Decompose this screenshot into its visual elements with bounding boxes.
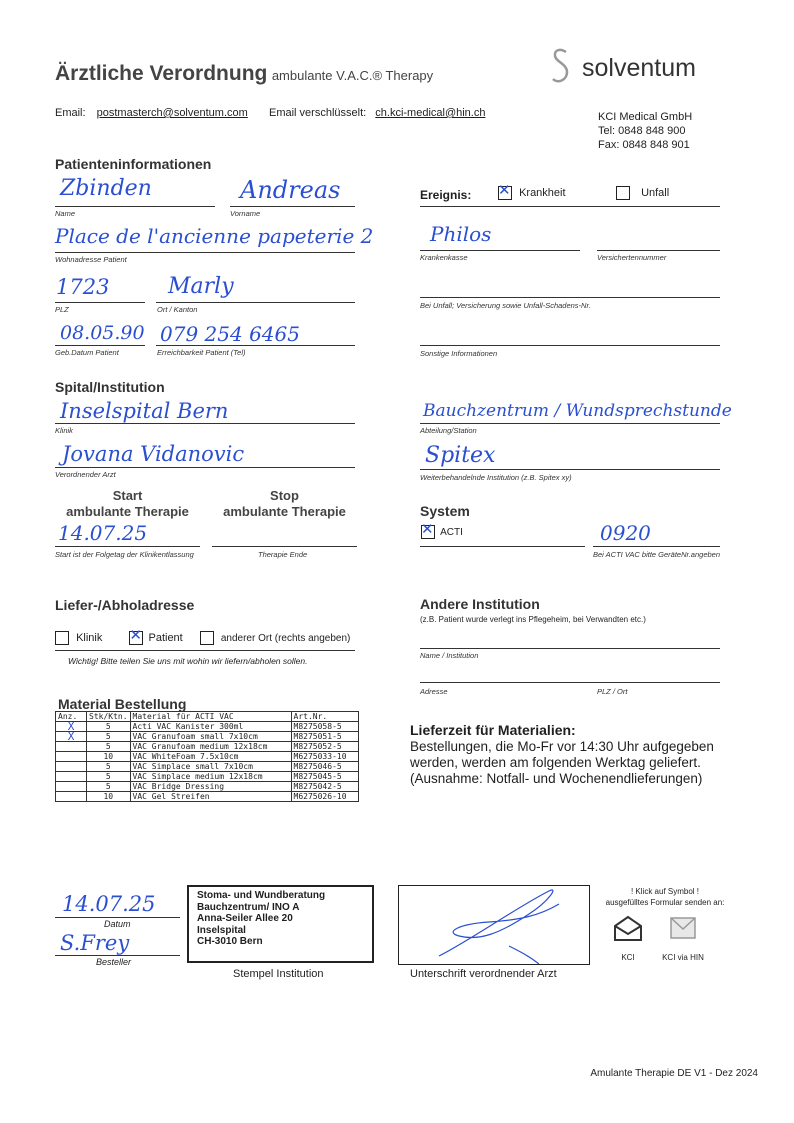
patient-address-value[interactable]: Place de l'ancienne papeterie 2 [55, 224, 374, 248]
material-table [55, 711, 359, 802]
material-pack-cell: 10 [87, 792, 131, 802]
material-artnr-cell: M8275042-5 [291, 782, 358, 792]
abteilung-label: Abteilung/Station [420, 426, 477, 435]
material-row [56, 742, 359, 752]
arzt-label: Verordnender Arzt [55, 470, 116, 479]
material-row [56, 722, 359, 732]
krankheit-option[interactable] [498, 186, 566, 200]
start-date-value[interactable]: 14.07.25 [58, 521, 148, 545]
hin-envelope-icon[interactable] [668, 914, 698, 942]
email-row [55, 107, 248, 119]
krankenkasse-label: Krankenkasse [420, 253, 468, 262]
krankheit-label: Krankheit [519, 186, 566, 199]
material-row [56, 762, 359, 772]
stamp-line: Anna-Seiler Allee 20 [197, 913, 293, 924]
andere-section-title: Andere Institution [420, 596, 540, 612]
patient-name-value[interactable]: Zbinden [60, 176, 152, 201]
col-artnr: Art.Nr. [291, 712, 358, 722]
unfall-label: Unfall [641, 186, 670, 199]
versicherten-label: Versichertennummer [597, 253, 667, 262]
doctor-signature [399, 886, 589, 964]
geraet-label: Bei ACTI VAC bitte GeräteNr.angeben [593, 550, 721, 559]
unfall-info-label: Bei Unfall; Versicherung sowie Unfall-Schadens-Nr. [420, 301, 591, 310]
material-pack-cell: 5 [87, 782, 131, 792]
unfall-option[interactable] [616, 186, 669, 200]
patient-tel-value[interactable]: 079 254 6465 [160, 322, 300, 346]
datum-value[interactable]: 14.07.25 [62, 892, 156, 916]
material-artnr-cell: M8275046-5 [291, 762, 358, 772]
material-qty-cell[interactable]: X [56, 732, 87, 742]
material-name-cell: VAC Simplace small 7x10cm [130, 762, 291, 772]
acti-option[interactable] [421, 525, 463, 539]
acti-checkbox[interactable] [421, 525, 435, 539]
material-name-cell: VAC Gel Streifen [130, 792, 291, 802]
material-pack-cell: 5 [87, 742, 131, 752]
material-qty-cell[interactable] [56, 792, 87, 802]
liefer-anderer-option[interactable] [200, 632, 351, 644]
klinik-label: Klinik [55, 426, 73, 435]
material-name-cell: VAC Bridge Dressing [130, 782, 291, 792]
send-hint: ! Klick auf Symbol ! ausgefülltes Formular senden an: [605, 887, 725, 907]
col-material: Material für ACTI VAC [130, 712, 291, 722]
stamp-box [187, 885, 374, 963]
patient-vorname-value[interactable]: Andreas [240, 176, 341, 204]
material-qty-cell[interactable] [56, 742, 87, 752]
unfall-checkbox[interactable] [616, 186, 630, 200]
ereignis-label: Ereignis: [420, 188, 472, 202]
material-qty-cell[interactable] [56, 772, 87, 782]
liefer-section-title: Liefer-/Abholadresse [55, 597, 195, 613]
liefer-patient-label: Patient [148, 631, 183, 644]
material-pack-cell: 5 [87, 772, 131, 782]
form-version: Amulante Therapie DE V1 - Dez 2024 [590, 1068, 758, 1079]
solventum-logo-icon [546, 46, 576, 90]
liefer-klinik-checkbox[interactable] [55, 631, 69, 645]
patient-section-title: Patienteninformationen [55, 156, 212, 172]
spital-section-title: Spital/Institution [55, 379, 165, 395]
start-date-label: Start ist der Folgetag der Klinikentlassung [55, 550, 194, 559]
krankheit-checkbox[interactable] [498, 186, 512, 200]
stamp-line: Inselspital [197, 924, 246, 936]
start-title: Start ambulante Therapie [66, 488, 189, 519]
envelope-icon[interactable] [612, 914, 644, 942]
material-row [56, 752, 359, 762]
material-pack-cell: 5 [87, 762, 131, 772]
patient-plz-label: PLZ [55, 305, 69, 314]
patient-address-label: Wohnadresse Patient [55, 255, 127, 264]
arzt-value[interactable]: Jovana Vidanovic [62, 442, 245, 466]
material-artnr-cell: M8275051-5 [291, 732, 358, 742]
title-main: Ärztliche Verordnung [55, 62, 268, 85]
material-artnr-cell: M8275045-5 [291, 772, 358, 782]
liefer-note: Wichtig! Bitte teilen Sie uns mit wohin wir liefern/abholen sollen. [68, 656, 308, 666]
brand-name: solventum [582, 53, 696, 82]
form-title [55, 62, 433, 86]
patient-ort-value[interactable]: Marly [168, 274, 234, 299]
klinik-value[interactable]: Inselspital Bern [60, 399, 229, 423]
send-kci-button[interactable] [610, 914, 646, 962]
material-row [56, 792, 359, 802]
company-block [598, 110, 692, 152]
stop-title: Stop ambulante Therapie [223, 488, 346, 519]
material-row [56, 732, 359, 742]
sonstige-label: Sonstige Informationen [420, 349, 498, 358]
lieferzeit-block [410, 722, 740, 787]
material-name-cell: VAC Granufoam medium 12x18cm [130, 742, 291, 752]
acti-label: ACTI [440, 526, 463, 538]
send-kci-hin-button[interactable] [660, 914, 706, 962]
andere-name-label: Name / Institution [420, 651, 479, 660]
liefer-anderer-checkbox[interactable] [200, 631, 214, 645]
material-qty-cell[interactable] [56, 782, 87, 792]
material-name-cell: Acti VAC Kanister 300ml [130, 722, 291, 732]
weiter-label: Weiterbehandelnde Institution (z.B. Spitex xy) [420, 473, 572, 482]
liefer-anderer-label: anderer Ort (rechts angeben) [220, 632, 351, 644]
material-name-cell: VAC Simplace medium 12x18cm [130, 772, 291, 782]
geraet-value[interactable]: 0920 [600, 521, 651, 545]
material-artnr-cell: M8275052-5 [291, 742, 358, 752]
liefer-patient-checkbox[interactable] [129, 631, 143, 645]
abteilung-value[interactable]: Bauchzentrum / Wundsprechstunde [423, 401, 732, 421]
title-sub: ambulante V.A.C.® Therapy [271, 68, 434, 83]
email-enc-row [269, 107, 485, 119]
krankenkasse-value[interactable]: Philos [430, 222, 492, 246]
weiter-value[interactable]: Spitex [425, 443, 496, 468]
material-pack-cell: 5 [87, 732, 131, 742]
company-name: KCI Medical GmbH [598, 111, 693, 123]
lieferzeit-title: Lieferzeit für Materialien: [410, 722, 576, 738]
patient-name-label: Name [55, 209, 76, 218]
stop-date-label: Therapie Ende [258, 550, 308, 559]
material-name-cell: VAC WhiteFoam 7.5x10cm [130, 752, 291, 762]
material-section-title: Material Bestellung [58, 696, 187, 712]
stamp-line: Bauchzentrum/ INO A [197, 901, 300, 913]
besteller-label: Besteller [96, 957, 132, 967]
material-artnr-cell: M6275026-10 [291, 792, 358, 802]
material-qty-cell[interactable] [56, 752, 87, 762]
besteller-value[interactable]: S.Frey [60, 931, 130, 955]
liefer-patient-option[interactable] [129, 632, 185, 644]
material-pack-cell: 5 [87, 722, 131, 732]
andere-sub: (z.B. Patient wurde verlegt ins Pflegeheim, bei Verwandten etc.) [420, 615, 646, 624]
datum-label: Datum [104, 919, 131, 929]
company-fax: Fax: 0848 848 901 [598, 139, 690, 151]
email-enc-link[interactable]: ch.kci-medical@hin.ch [375, 107, 486, 119]
patient-dob-value[interactable]: 08.05.90 [60, 322, 145, 344]
material-name-cell: VAC Granufoam small 7x10cm [130, 732, 291, 742]
patient-vorname-label: Vorname [230, 209, 261, 218]
stamp-label: Stempel Institution [233, 968, 324, 980]
material-artnr-cell: M8275058-5 [291, 722, 358, 732]
material-qty-cell[interactable] [56, 762, 87, 772]
lieferzeit-text: Bestellungen, die Mo-Fr vor 14:30 Uhr aufgegeben werden, werden am folgenden Werktag geliefert. (Ausnahme: Notfall- und Wochenendlieferungen) [410, 739, 714, 786]
signature-label: Unterschrift verordnender Arzt [410, 968, 557, 980]
brand-logo [546, 46, 696, 90]
material-row [56, 782, 359, 792]
material-row [56, 772, 359, 782]
material-header-row [56, 712, 359, 722]
material-qty-cell[interactable]: X [56, 722, 87, 732]
andere-adresse-label: Adresse [420, 687, 448, 696]
email-enc-label: Email verschlüsselt: [269, 107, 367, 119]
liefer-klinik-label: Klinik [76, 631, 103, 644]
email-label: Email: [55, 107, 86, 119]
kci-label: KCI [621, 953, 635, 962]
liefer-klinik-option[interactable] [55, 632, 105, 644]
kci-hin-label: KCI via HIN [662, 953, 704, 962]
col-anz: Anz. [56, 712, 87, 722]
stamp-line: CH-3010 Bern [197, 936, 263, 947]
liefer-options [55, 631, 350, 645]
patient-plz-value[interactable]: 1723 [56, 275, 110, 299]
signature-box[interactable] [398, 885, 590, 965]
col-stk: Stk/Ktn. [87, 712, 131, 722]
stamp-line: Stoma- und Wundberatung [197, 890, 326, 901]
material-pack-cell: 10 [87, 752, 131, 762]
system-section-title: System [420, 503, 470, 519]
andere-plz-label: PLZ / Ort [597, 687, 628, 696]
company-tel: Tel: 0848 848 900 [598, 125, 686, 137]
patient-ort-label: Ort / Kanton [157, 305, 198, 314]
patient-tel-label: Erreichbarkeit Patient (Tel) [157, 348, 246, 357]
patient-dob-label: Geb.Datum Patient [55, 348, 119, 357]
material-artnr-cell: M6275033-10 [291, 752, 358, 762]
email-link[interactable]: postmasterch@solventum.com [96, 107, 248, 119]
